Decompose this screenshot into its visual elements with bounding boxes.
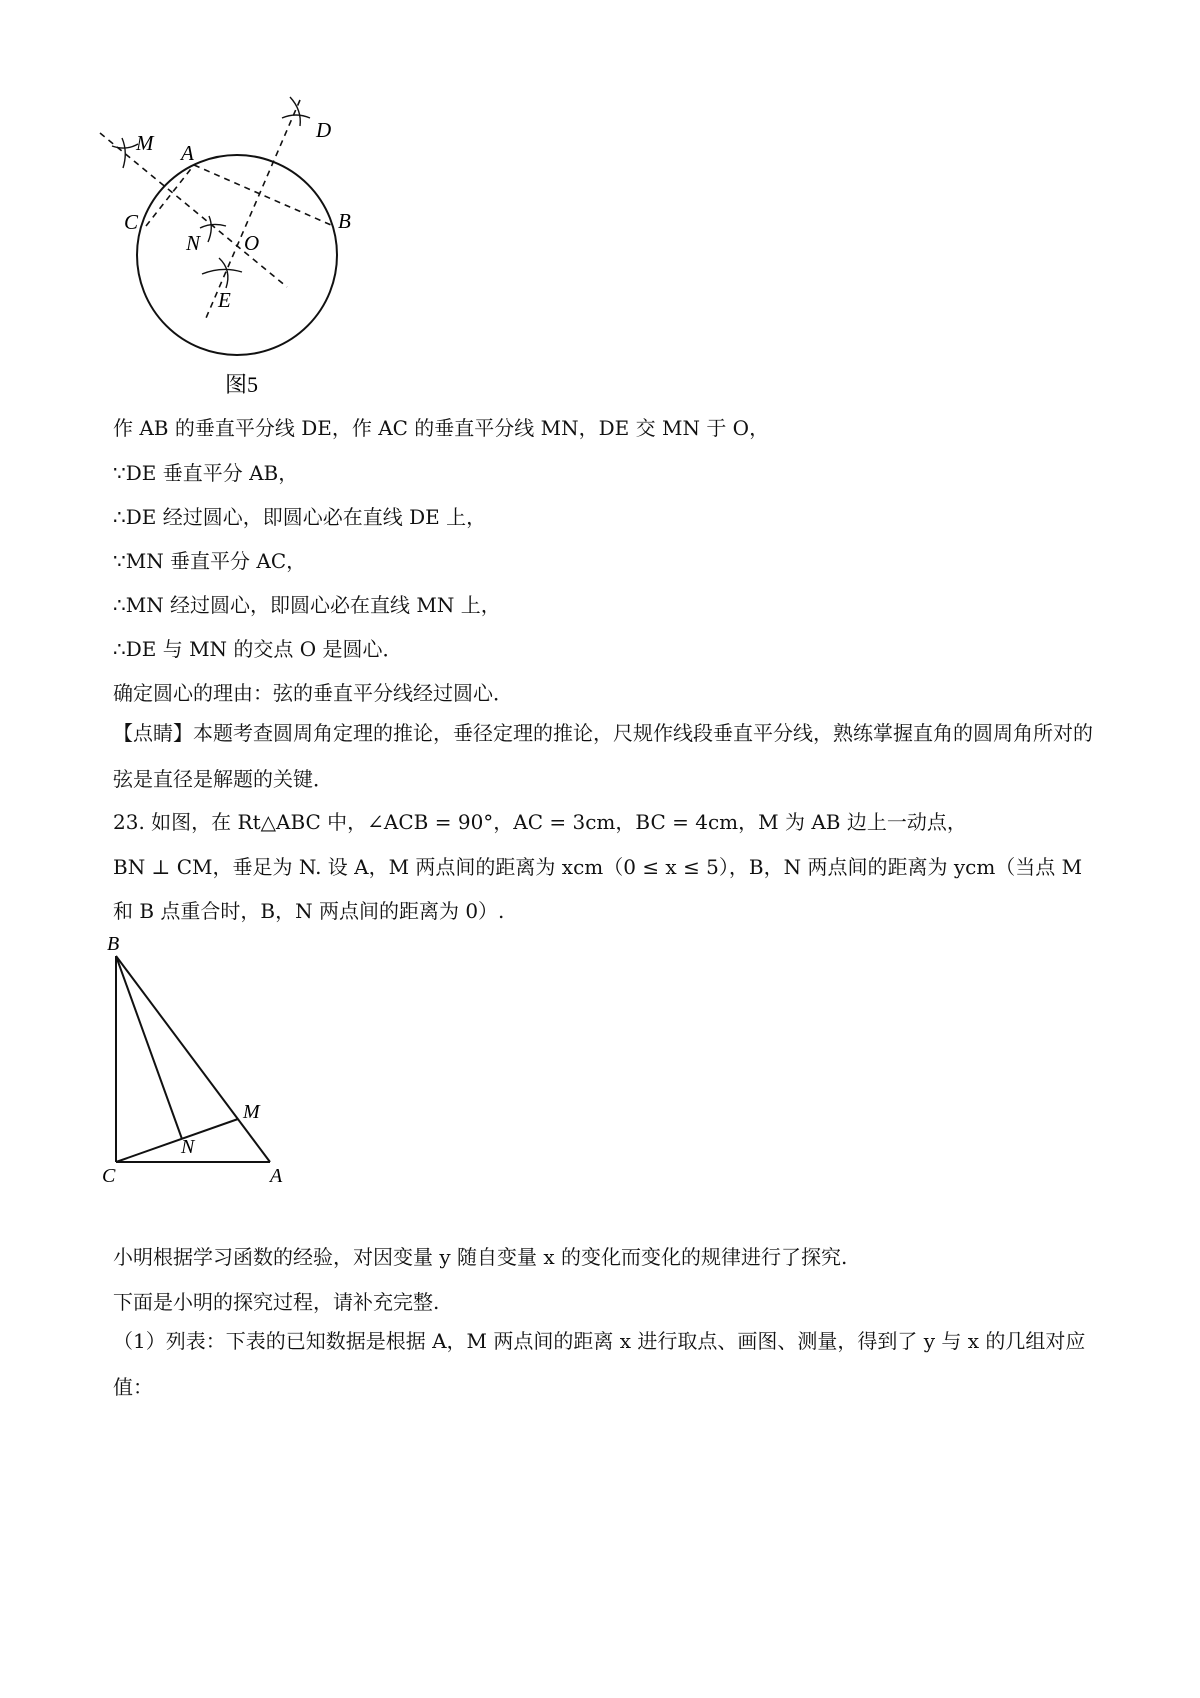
- exploration-line-2: 下面是小明的探究过程，请补充完整.: [113, 1290, 440, 1314]
- part-1-text: （1）列表：下表的已知数据是根据 A，M 两点间的距离 x 进行取点、画图、测量，得到了 y 与 x 的几组对应值：: [113, 1329, 1086, 1399]
- label-a: A: [270, 1165, 283, 1187]
- bisector-de: [206, 100, 300, 318]
- arc-mark-m: [112, 138, 138, 168]
- solution-line-1: 作 AB 的垂直平分线 DE，作 AC 的垂直平分线 MN，DE 交 MN 于 O，: [113, 416, 770, 440]
- figure-caption: 图5: [225, 372, 259, 397]
- arc-mark-e: [202, 258, 242, 288]
- label-n: N: [181, 1136, 195, 1158]
- label-c: C: [124, 210, 139, 234]
- label-c: C: [102, 1165, 116, 1187]
- side-ab: [116, 956, 270, 1162]
- arc-mark-d: [282, 97, 310, 126]
- solution-line-7: 确定圆心的理由：弦的垂直平分线经过圆心．: [113, 681, 513, 705]
- segment-bn: [116, 956, 182, 1139]
- label-o: O: [244, 231, 260, 255]
- solution-line-4: ∵MN 垂直平分 AC，: [113, 549, 307, 573]
- solution-line-2: ∵DE 垂直平分 AB，: [113, 461, 299, 485]
- solution-comment: 【点睛】本题考查圆周角定理的推论，垂径定理的推论，尺规作线段垂直平分线，熟练掌握直角的圆周角所对的弦是直径是解题的关键．: [113, 721, 1093, 791]
- label-b: B: [338, 209, 351, 233]
- solution-line-5: ∴MN 经过圆心，即圆心必在直线 MN 上，: [113, 593, 501, 617]
- chord-ab: [194, 165, 331, 225]
- label-m: M: [243, 1101, 260, 1123]
- exploration-line-1: 小明根据学习函数的经验，对因变量 y 随自变量 x 的变化而变化的规律进行了探究.: [113, 1245, 848, 1269]
- question-23-line-3: 和 B 点重合时，B，N 两点间的距离为 0）.: [113, 899, 505, 923]
- label-a: A: [181, 141, 194, 165]
- arc-mark-n: [200, 216, 226, 242]
- question-23-line-2: BN ⊥ CM，垂足为 N. 设 A，M 两点间的距离为 xcm（0 ≤ x ≤ 5），B，N 两点间的距离为 ycm（当点 M: [113, 855, 1083, 879]
- chord-ac: [146, 165, 194, 226]
- label-n: N: [186, 231, 201, 255]
- triangle-figure: [98, 928, 298, 1188]
- solution-line-3: ∴DE 经过圆心，即圆心必在直线 DE 上，: [113, 505, 487, 529]
- label-b: B: [107, 933, 120, 955]
- solution-line-6: ∴DE 与 MN 的交点 O 是圆心．: [113, 637, 403, 661]
- question-23-line-1: 23. 如图，在 Rt△ABC 中，∠ACB = 90°，AC = 3cm，BC = 4cm，M 为 AB 边上一动点，: [113, 810, 967, 834]
- label-d: D: [316, 118, 332, 142]
- figure-5: [95, 88, 385, 418]
- label-e: E: [218, 288, 231, 312]
- circle: [137, 155, 337, 355]
- label-m: M: [136, 131, 154, 155]
